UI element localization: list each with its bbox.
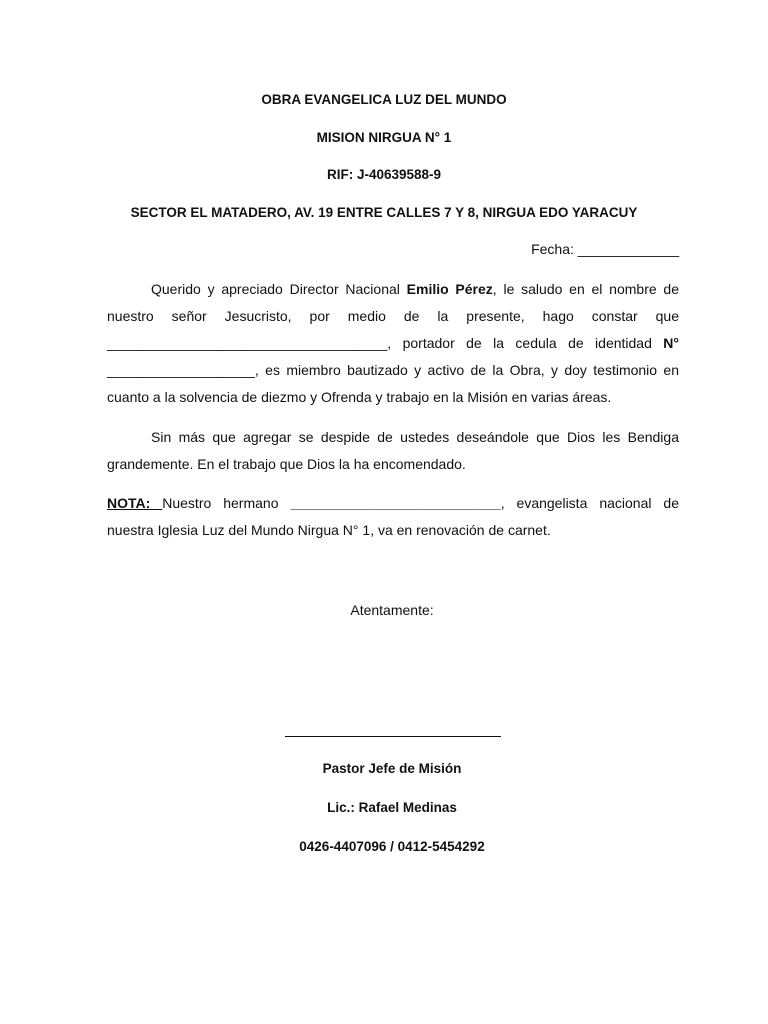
- nota-name-blank: ___________________________: [290, 495, 501, 511]
- nota-text-2: , evangelista nacional de nuestra Iglesia Luz del Mundo Nirgua N° 1, va en renovación de carnet.: [107, 495, 680, 538]
- greeting-text-2: , le saludo en el nombre de nuestro señor Jesucristo, por medio de la presente, hago constar que ____________________________________, portador de la cedula de identidad: [107, 281, 679, 351]
- nota-text-1: Nuestro hermano: [162, 495, 291, 511]
- org-name-heading: OBRA EVANGELICA LUZ DEL MUNDO: [261, 92, 507, 107]
- director-name: Emilio Pérez: [406, 281, 493, 297]
- date-line: Fecha: _____________: [531, 241, 679, 257]
- greeting-text-1: Querido y apreciado Director Nacional: [151, 281, 407, 297]
- closing-salutation: Atentamente:: [350, 602, 434, 618]
- signer-phones: 0426-4407096 / 0412-5454292: [299, 839, 485, 854]
- nota-paragraph: [107, 490, 679, 544]
- nota-label: NOTA:: [107, 495, 163, 511]
- id-number-label: N°: [663, 335, 679, 351]
- farewell-paragraph: Sin más que agregar se despide de ustedes deseándole que Dios les Bendiga grandemente. En el trabajo que Dios la ha encomendado.: [107, 429, 679, 472]
- signer-title: Pastor Jefe de Misión: [322, 761, 462, 776]
- signature-line: [285, 736, 501, 737]
- signer-name: Lic.: Rafael Medinas: [327, 800, 457, 815]
- rif-heading: RIF: J-40639588-9: [326, 167, 442, 182]
- mission-heading: MISION NIRGUA N° 1: [316, 130, 452, 145]
- greeting-paragraph: [107, 276, 679, 411]
- address-heading: SECTOR EL MATADERO, AV. 19 ENTRE CALLES 7 Y 8, NIRGUA EDO YARACUY: [130, 205, 638, 220]
- greeting-text-3: ___________________, es miembro bautizado y activo de la Obra, y doy testimonio en cuanto a la solvencia de diezmo y Ofrenda y trabajo en la Misión en varias áreas.: [107, 362, 679, 405]
